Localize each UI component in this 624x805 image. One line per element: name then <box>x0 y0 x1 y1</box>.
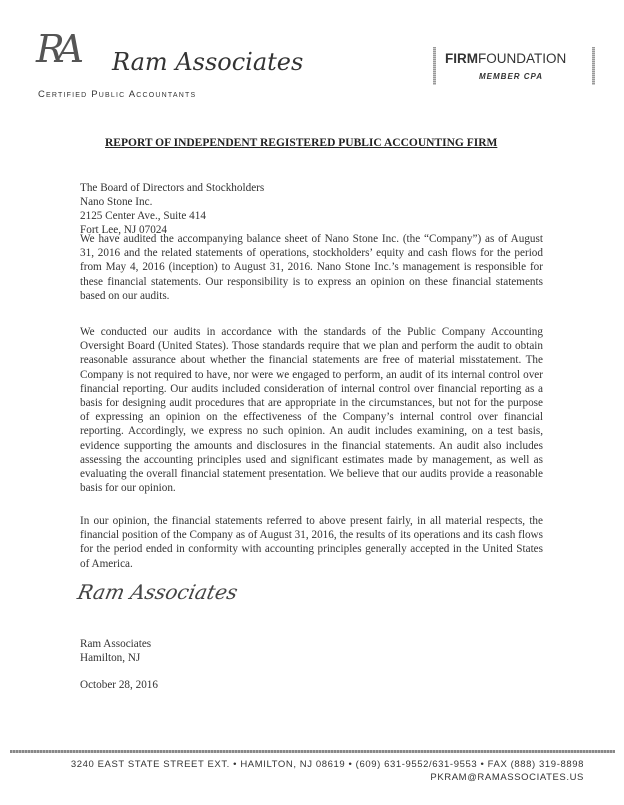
footer-email: PKRAM@RAMASSOCIATES.US <box>430 772 584 783</box>
badge-subtitle: MEMBER CPA <box>479 72 544 81</box>
badge-title-regular: FOUNDATION <box>478 51 567 66</box>
report-title: REPORT OF INDEPENDENT REGISTERED PUBLIC ACCOUNTING FIRM <box>105 137 498 149</box>
signer-name: Ram Associates <box>80 638 152 650</box>
report-date: October 28, 2016 <box>80 679 158 691</box>
signer-location: Hamilton, NJ <box>80 652 141 664</box>
badge-title <box>445 51 566 66</box>
badge-title-bold: FIRM <box>445 51 478 66</box>
footer-address: 3240 EAST STATE STREET EXT. • HAMILTON, NJ 08619 • (609) 631-9552/631-9553 • FAX (888) 319-8898 <box>70 759 584 770</box>
badge-divider-left <box>433 47 436 85</box>
firm-name: Ram Associates <box>112 48 304 76</box>
footer-divider <box>10 750 615 753</box>
firm-tagline: Certified Public Accountants <box>38 89 197 100</box>
signer-block <box>80 637 151 665</box>
addressee-line: 2125 Center Ave., Suite 414 <box>80 210 206 222</box>
firm-foundation-badge <box>433 47 595 85</box>
addressee-line: Nano Stone Inc. <box>80 196 153 208</box>
ra-monogram: RA <box>36 27 77 71</box>
paragraph-basis: We conducted our audits in accordance with the standards of the Public Company Accounting Oversight Board (United States). Those standards require that we plan and perform the audit to obtain reasonable assurance about whether the financial statements are free of material misstatement. The Company is not required to have, nor were we engaged to perform, an audit of its internal control over financial reporting. Our audits included consideration of internal control over financial reporting as a basis for designing audit procedures that are appropriate in the circumstances, but not for the purpose of expressing an opinion on the effectiveness of the Company’s internal control over financial reporting. Accordingly, we express no such opinion. An audit includes examining, on a test basis, evidence supporting the amounts and disclosures in the financial statements. An audit also includes assessing the accounting principles used and significant estimates made by management, as well as evaluating the overall financial statement presentation. We believe that our audits provide a reasonable basis for our opinion. <box>80 326 543 495</box>
addressee-line: The Board of Directors and Stockholders <box>80 182 265 194</box>
badge-divider-right <box>592 47 595 85</box>
addressee-block <box>80 181 264 237</box>
paragraph-scope: We have audited the accompanying balance sheet of Nano Stone Inc. (the “Company”) as of August 31, 2016 and the related statements of operations, stockholders’ equity and cash flows for the period from May 4, 2016 (inception) to August 31, 2016. Nano Stone Inc.’s management is responsible for these financial statements. Our responsibility is to express an opinion on these financial statements based on our audits. <box>80 233 543 302</box>
handwritten-signature: Ram Associates <box>75 580 240 604</box>
addressee-line: Fort Lee, NJ 07024 <box>80 224 168 236</box>
paragraph-opinion: In our opinion, the financial statements referred to above present fairly, in all material respects, the financial position of the Company as of August 31, 2016, the results of its operations and its cash flows for the period ended in conformity with accounting principles generally accepted in the United States of America. <box>80 515 543 570</box>
